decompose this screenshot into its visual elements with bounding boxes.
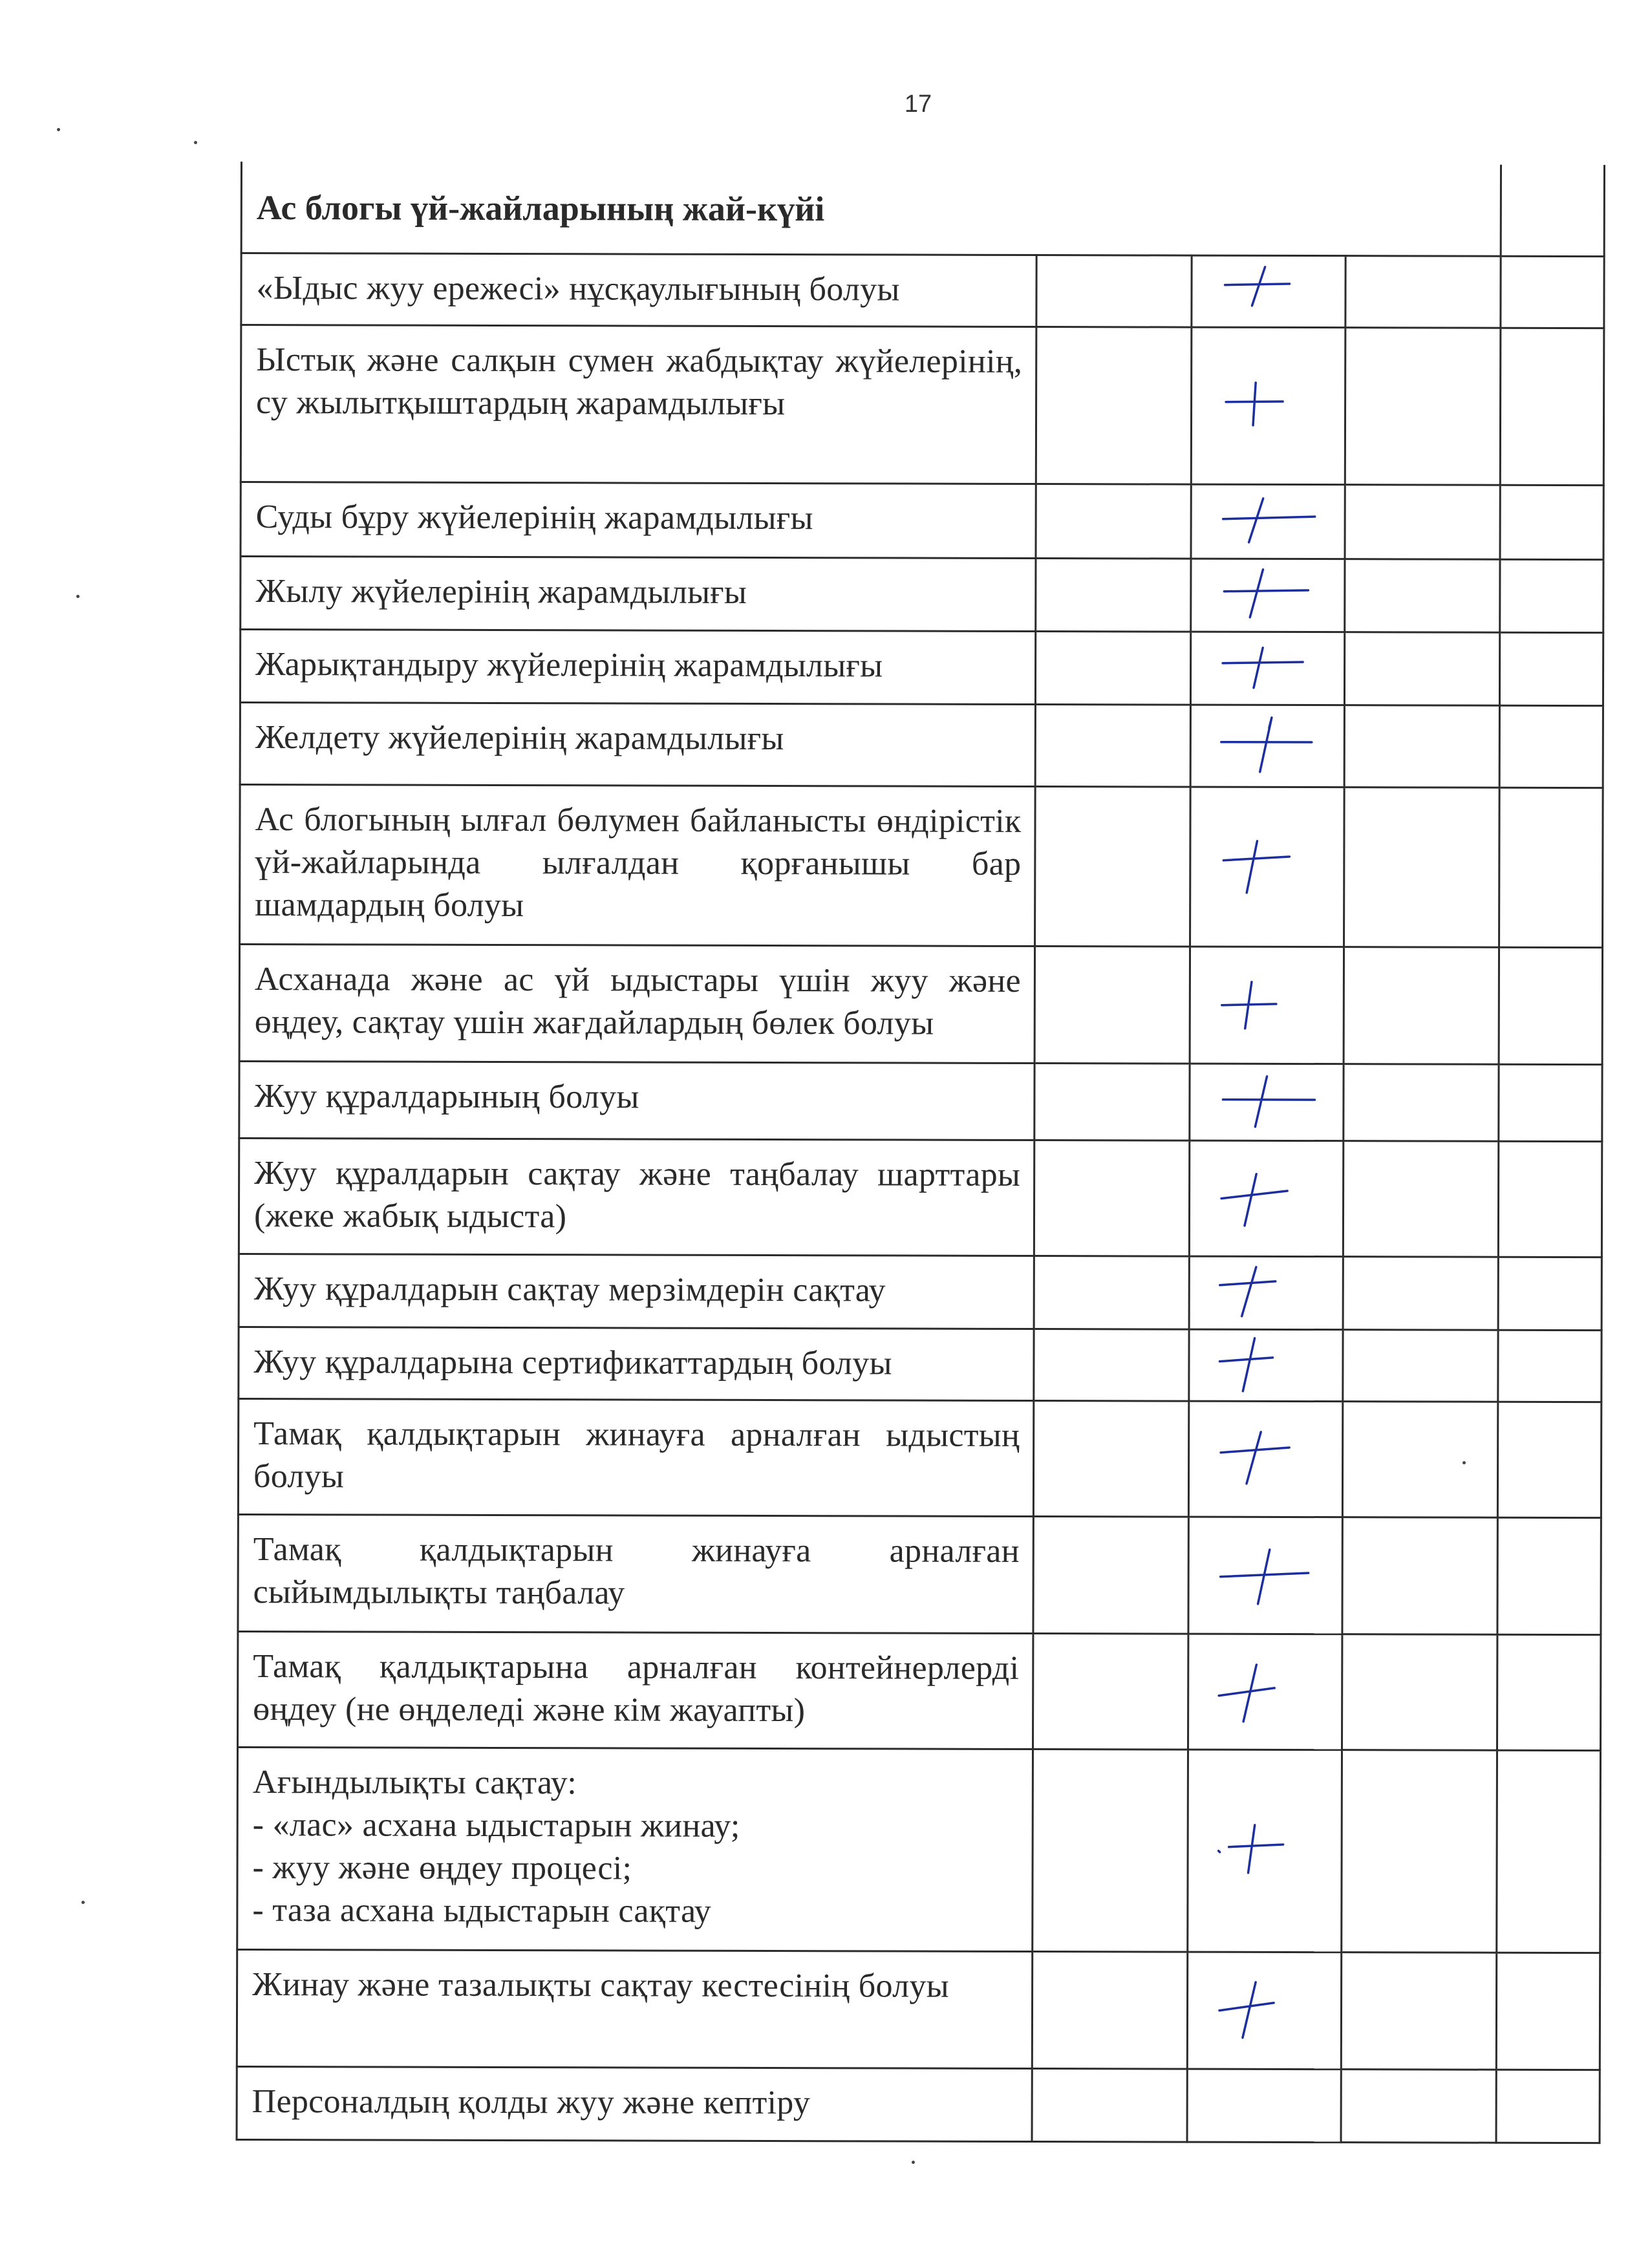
- checklist-row: [240, 630, 1603, 706]
- answer-cell-empty: [1499, 947, 1602, 1064]
- answer-cell-empty: [1499, 632, 1603, 705]
- checklist-item-label: [239, 945, 1034, 1064]
- answer-cell-empty: [1345, 559, 1500, 633]
- answer-cell-empty: [1032, 2069, 1187, 2143]
- answer-cell-empty: [1497, 1634, 1601, 1750]
- answer-cell-empty: [1345, 328, 1501, 486]
- checklist-item-label: [241, 253, 1036, 327]
- answer-cell-checked: [1188, 1401, 1342, 1517]
- answer-cell-empty: [1033, 1634, 1188, 1750]
- answer-cell-checked: [1190, 787, 1345, 947]
- answer-cell-checked: [1191, 559, 1345, 632]
- checklist-item-label: [238, 1398, 1033, 1516]
- checklist-item-label: [239, 1061, 1034, 1140]
- handwritten-plus-mark: [1214, 1978, 1279, 2043]
- answer-cell-empty: [1034, 1256, 1189, 1330]
- checklist-item-label: [241, 482, 1036, 559]
- checklist-table: [236, 162, 1606, 2144]
- handwritten-plus-mark: [1216, 1427, 1293, 1492]
- answer-cell-empty: [1035, 787, 1191, 947]
- answer-cell-checked: [1190, 947, 1344, 1064]
- page-number: 17: [904, 91, 932, 118]
- handwritten-plus-mark: [1217, 563, 1314, 628]
- answer-cell-empty: [1498, 1330, 1602, 1402]
- answer-cell-empty: [1342, 1750, 1497, 1953]
- checklist-item-label: [237, 2066, 1032, 2141]
- checklist-item-text: Жарықтандыру жүйелерінің жарамдылығы: [255, 646, 883, 685]
- answer-cell-empty: [1343, 1257, 1498, 1331]
- handwritten-plus-mark: [1218, 374, 1289, 438]
- answer-cell-empty: [1344, 787, 1500, 948]
- scan-speck: [81, 1901, 85, 1904]
- answer-cell-empty: [1499, 1064, 1602, 1141]
- answer-cell-empty: [1497, 1517, 1601, 1634]
- checklist-row: [240, 703, 1603, 788]
- checklist-item-label: [239, 1138, 1034, 1256]
- answer-cell-empty: [1034, 1064, 1190, 1141]
- section-header-row: [241, 162, 1604, 257]
- checklist-item-text: Ағындылықты сақтау:: [252, 1764, 577, 1802]
- scan-speck: [194, 141, 197, 144]
- checklist-row: [239, 1327, 1602, 1402]
- scan-speck: [57, 128, 60, 131]
- checklist-row: [239, 945, 1602, 1065]
- checklist-row: [238, 1398, 1601, 1517]
- checklist-row: [240, 785, 1603, 948]
- checklist-item-text: Жуу құралдарының болуы: [254, 1078, 639, 1116]
- checklist-item-label: [238, 1514, 1033, 1633]
- checklist-item-text: Жуу құралдарына сертификаттардың болуы: [253, 1343, 892, 1382]
- answer-cell-empty: [1498, 1257, 1602, 1330]
- answer-cell-empty: [1500, 485, 1603, 559]
- answer-cell-empty: [1496, 1952, 1600, 2070]
- checklist-item-text: Персоналдың қолды жуу және кептіру: [252, 2083, 811, 2122]
- answer-cell-empty: [1342, 1402, 1497, 1518]
- checklist-item-text: Жинау және тазалықты сақтау кестесінің болуы: [252, 1966, 949, 2005]
- checklist-item-text: - «лас» асхана ыдыстарын жинау;: [252, 1806, 740, 1845]
- answer-cell-empty: [1342, 1517, 1497, 1635]
- checklist-item-label: [241, 557, 1036, 632]
- scan-speck: [76, 595, 80, 598]
- answer-cell-empty: [1032, 1952, 1187, 2070]
- answer-cell-empty: [1345, 485, 1500, 560]
- answer-cell-empty: [1499, 787, 1603, 947]
- answer-cell-checked: [1188, 1749, 1342, 1952]
- answer-cell-checked: [1191, 327, 1345, 485]
- checklist-item-label: [241, 325, 1036, 484]
- answer-cell-empty: [1344, 705, 1499, 788]
- answer-cell-checked: [1190, 632, 1344, 705]
- checklist-item-text: Жуу құралдарын сақтау мерзімдерін сақтау: [253, 1270, 886, 1309]
- checklist-item-label: [240, 630, 1035, 705]
- checklist-item-label: [239, 1327, 1034, 1400]
- checklist-row: [239, 1061, 1602, 1141]
- checklist-row: [237, 2066, 1600, 2143]
- answer-cell-empty: [1033, 1749, 1188, 1952]
- answer-cell-checked: [1190, 1064, 1344, 1141]
- answer-cell-empty: [1497, 1750, 1601, 1952]
- checklist-row: [241, 482, 1603, 560]
- checklist-item-text: Тамақ қалдықтарына арналған контейнерлерді өңдеу (не өңделеді және кім жауапты): [253, 1648, 1020, 1729]
- answer-cell-empty: [1499, 705, 1603, 787]
- answer-cell-empty: [1501, 256, 1604, 328]
- handwritten-plus-mark: [1217, 636, 1308, 701]
- answer-cell-checked: [1189, 1140, 1343, 1257]
- checklist-item-text: Тамақ қалдықтарын жинауға арналған сыйымдылықты таңбалау: [253, 1531, 1020, 1612]
- checklist-sheet: [236, 162, 1603, 2122]
- answer-cell-empty: [1500, 559, 1603, 632]
- handwritten-plus-mark: [1214, 1819, 1285, 1883]
- handwritten-plus-mark: [1218, 489, 1322, 554]
- checklist-item-label: [239, 1254, 1034, 1329]
- checklist-item-label: [240, 785, 1036, 947]
- answer-cell-empty: [1342, 1634, 1497, 1751]
- scan-speck: [912, 2161, 915, 2164]
- answer-cell-checked: [1190, 705, 1344, 787]
- checklist-row: [237, 1949, 1600, 2070]
- handwritten-plus-mark: [1216, 1261, 1281, 1325]
- answer-cell-empty: [1343, 1141, 1498, 1257]
- answer-cell-empty: [1498, 1141, 1602, 1257]
- checklist-row: [241, 253, 1604, 328]
- answer-cell-checked: [1187, 1952, 1341, 2070]
- handwritten-plus-mark: [1217, 835, 1294, 899]
- checklist-item-label: [240, 703, 1035, 787]
- answer-cell-empty: [1496, 2070, 1600, 2143]
- answer-cell-empty: [1497, 1402, 1601, 1517]
- answer-cell-empty: [1345, 256, 1501, 328]
- checklist-item-text: Тамақ қалдықтарын жинауға арналған ыдыстың болуы: [253, 1415, 1020, 1495]
- checklist-row: [237, 1747, 1601, 1952]
- checklist-row: [241, 325, 1604, 486]
- scan-speck: [1462, 1461, 1466, 1464]
- checklist-item-text: Желдету жүйелерінің жарамдылығы: [255, 719, 784, 758]
- answer-cell-empty: [1344, 1064, 1499, 1142]
- handwritten-plus-mark: [1216, 1333, 1280, 1398]
- checklist-item-text: Асханада және ас үй ыдыстары үшін жуу және өңдеу, сақтау үшін жағдайлардың бөлек болуы: [254, 961, 1021, 1042]
- answer-cell-checked: [1189, 1329, 1343, 1402]
- answer-cell-empty: [1036, 327, 1192, 485]
- handwritten-plus-mark: [1217, 714, 1314, 778]
- answer-cell-empty: [1343, 1330, 1498, 1402]
- answer-cell-empty: [1344, 947, 1499, 1065]
- answer-cell-empty: [1036, 484, 1191, 559]
- handwritten-plus-mark: [1217, 973, 1281, 1038]
- answer-cell-empty: [1033, 1401, 1188, 1517]
- answer-cell-checked: [1191, 484, 1345, 559]
- checklist-row: [241, 557, 1603, 633]
- answer-cell-empty: [1034, 1140, 1189, 1257]
- checklist-item-text: - жуу және өңдеу процесі;: [252, 1849, 632, 1887]
- checklist-item-label: [238, 1631, 1033, 1749]
- answer-cell-empty: [1500, 328, 1604, 485]
- answer-cell-empty: [1036, 559, 1191, 632]
- checklist-item-text: Жуу құралдарын сақтау және таңбалау шарттары (жеке жабық ыдыста): [253, 1155, 1021, 1236]
- answer-cell-empty: [1344, 632, 1499, 706]
- checklist-item-text: Ас блогының ылғал бөлумен байланысты өндірістік үй-жайларында ылғалдан қорғанышы бар шамдардың болуы: [255, 801, 1022, 925]
- answer-cell-empty: [1036, 255, 1192, 328]
- answer-cell-empty: [1034, 947, 1190, 1064]
- checklist-item-text: Суды бұру жүйелерінің жарамдылығы: [255, 498, 813, 537]
- checklist-row: [239, 1138, 1602, 1257]
- answer-cell-checked: [1188, 1634, 1342, 1750]
- handwritten-plus-mark: [1218, 259, 1296, 324]
- handwritten-plus-mark: [1215, 1660, 1280, 1724]
- answer-cell-empty: [1341, 2070, 1496, 2143]
- checklist-item-text: «Ыдыс жуу ережесі» нұсқаулығының болуы: [256, 270, 900, 308]
- answer-cell-checked: [1189, 1256, 1343, 1330]
- checklist-row: [238, 1514, 1601, 1634]
- handwritten-plus-mark: [1216, 1166, 1294, 1231]
- checklist-row: [238, 1631, 1601, 1750]
- answer-cell-empty: [1035, 632, 1190, 705]
- answer-cell-empty: [1033, 1517, 1188, 1634]
- handwritten-plus-mark: [1216, 1543, 1312, 1608]
- answer-cell-checked: [1188, 1517, 1342, 1634]
- checklist-item-label: [237, 1747, 1033, 1951]
- handwritten-plus-mark: [1216, 1070, 1320, 1135]
- checklist-item-label: [237, 1949, 1032, 2068]
- answer-cell-empty: [1034, 1329, 1189, 1402]
- checklist-row: [239, 1254, 1602, 1330]
- checklist-item-text: Жылу жүйелерінің жарамдылығы: [255, 573, 747, 611]
- section-header-spacer: [1501, 165, 1604, 257]
- answer-cell-checked: [1187, 2069, 1341, 2143]
- answer-cell-empty: [1341, 1952, 1496, 2070]
- section-title: Ас блогы үй-жайларының жай-күйі: [241, 162, 1501, 256]
- answer-cell-checked: [1192, 255, 1345, 328]
- answer-cell-empty: [1035, 705, 1190, 787]
- checklist-item-text: Ыстық және салқын сумен жабдықтау жүйелерінің, су жылытқыштардың жарамдылығы: [256, 341, 1023, 423]
- checklist-item-text: - таза асхана ыдыстарын сақтау: [252, 1892, 712, 1930]
